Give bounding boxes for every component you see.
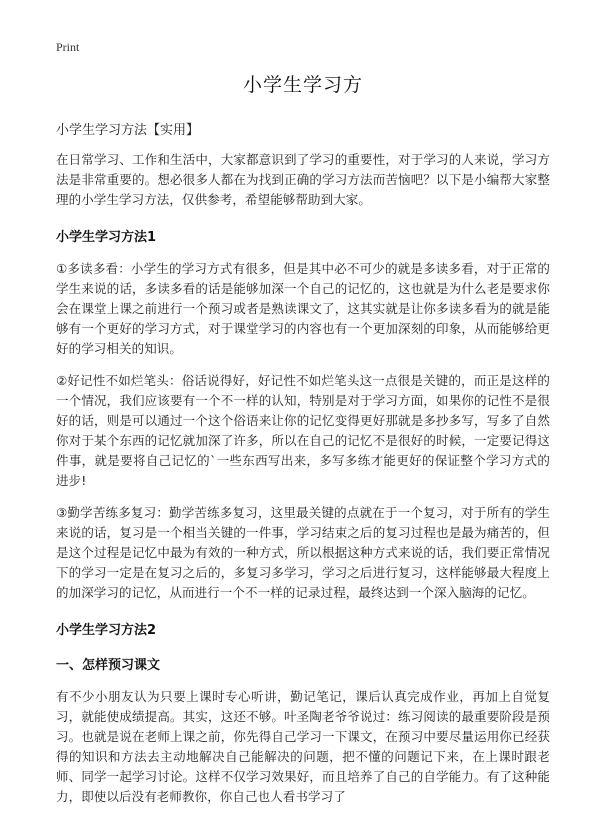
document-subtitle: 小学生学习方法【实用】 [56,123,200,138]
section1-paragraph-2: ②好记性不如烂笔头：俗话说得好，好记性不如烂笔头这一点很是关键的，而正是这样的一个情况，我们应该要有一个不一样的认知，特别是对于学习方面，如果你的记性不是很好的话，则是可以通过一个这个俗语来让你的记忆变得更好那就是多抄多写，写多了自然你对于某个东西的记忆就加深了许多，所以在自己的记忆不是很好的时候，一定要记得这件事，就是要将自己记忆的`一些东西写出来，多写多练才能更好的保证整个学习方式的进步! [56,373,550,488]
section2-heading: 小学生学习方法2 [56,623,157,638]
section1-paragraph-1: ①多读多看：小学生的学习方式有很多，但是其中必不可少的就是多读多看，对于正常的学生来说的话，多读多看的话是能够加深一个自己的记忆的，这也就是为什么老是要求你会在课堂上课之前进行一个预习或者是熟读课文了，这其实就是让你多读多看为的就是能够有一个更好的学习方式，对于课堂学习的内容也有一个更加深刻的印象，从而能够给更好的学习相关的知识。 [56,261,550,356]
section2-subheading: 一、怎样预习课文 [56,658,161,673]
section1-heading: 小学生学习方法1 [56,230,157,245]
print-label: Print [56,40,80,54]
section1-paragraph-3: ③勤学苦练多复习：勤学苦练多复习，这里最关键的点就在于一个复习，对于所有的学生来说的话，复习是一个相当关键的一件事，学习结束之后的复习过程也是最为痛苦的，但是这个过程是记忆中最为有效的一种方式，所以根据这种方式来说的话，我们要正常情况下的学习一定是在复习之后的，多复习多学习，学习之后进行复习，这样能够最大程度上的加深学习的记忆，从而进行一个不一样的记录过程，最终达到一个深入脑海的记忆。 [56,505,550,600]
intro-paragraph: 在日常学习、工作和生活中，大家都意识到了学习的重要性，对于学习的人来说，学习方法是非常重要的。想必很多人都在为找到正确的学习方法而苦恼吧？以下是小编帮大家整理的小学生学习方法，仅供参考，希望能够帮助到大家。 [56,152,550,207]
section2-paragraph-1: 有不少小朋友认为只要上课时专心听讲，勤记笔记，课后认真完成作业，再加上自觉复习，就能使成绩提高。其实，这还不够。叶圣陶老爷爷说过：练习阅读的最重要阶段是预习。也就是说在老师上课之前，你先得自己学习一下课文，在预习中要尽量运用你已经获得的知识和方法去主动地解决自己能解决的问题，把不懂的问题记下来，在上课时跟老师、同学一起学习讨论。这样不仅学习效果好，而且培养了自己的自学能力。有了这种能力，即使以后没有老师教你，你自己也人看书学习了 [56,689,550,804]
document-title: 小学生学习方 [242,74,363,96]
